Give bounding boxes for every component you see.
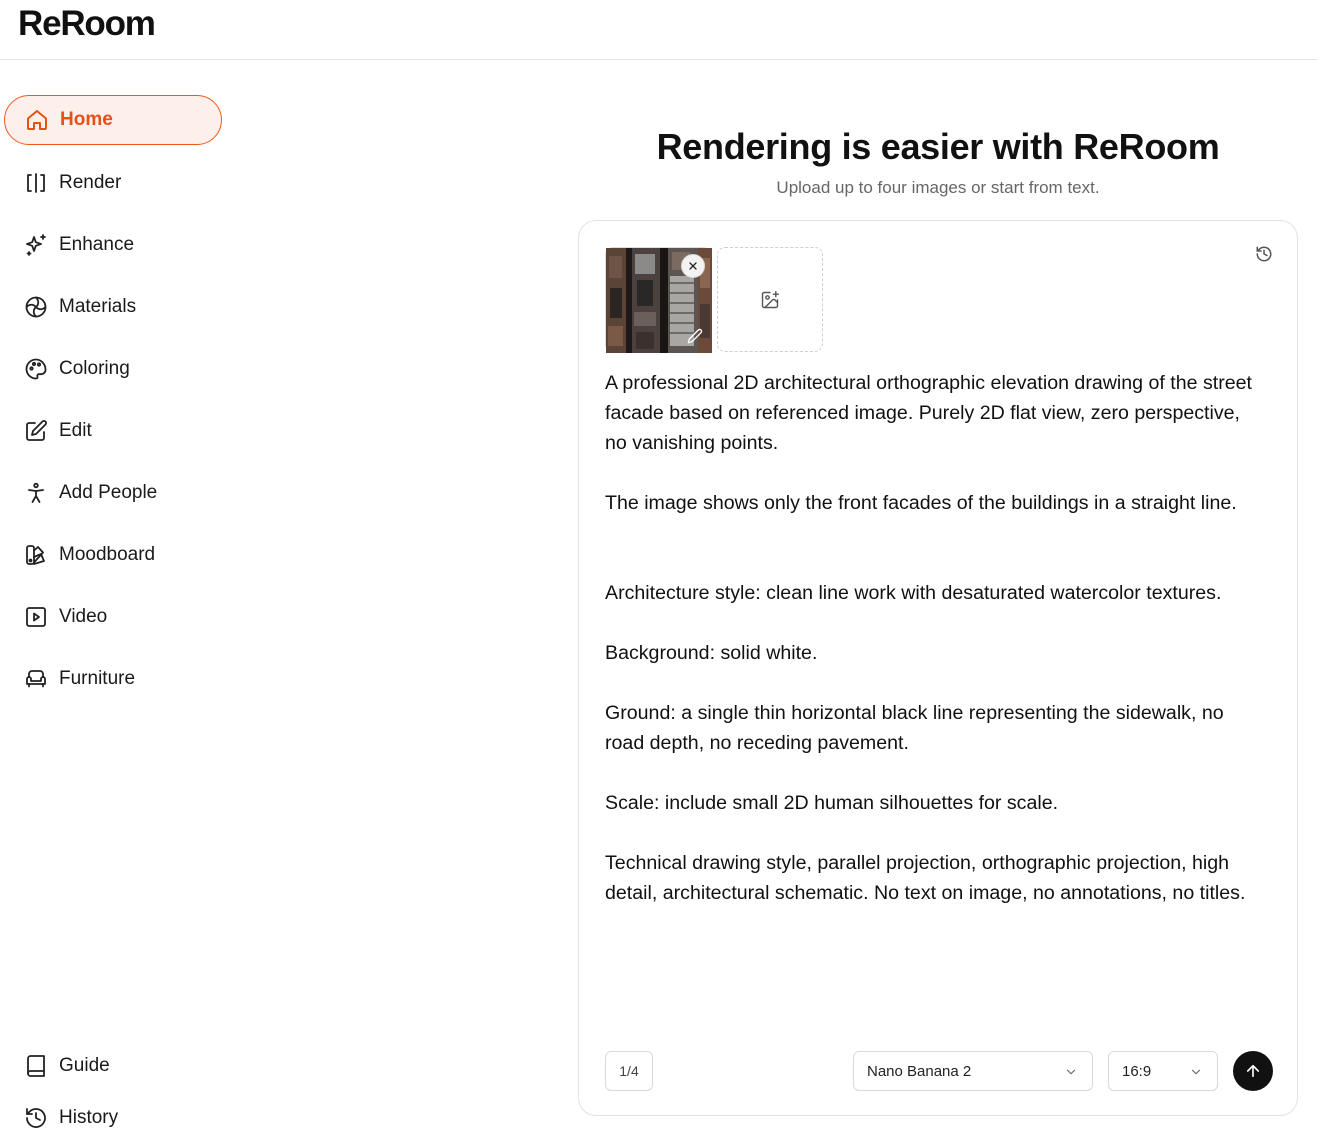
sofa-icon: [24, 667, 48, 691]
aspect-ratio-value: 16:9: [1122, 1062, 1152, 1080]
sidebar: [0, 60, 240, 1146]
sidebar-item-label: Materials: [59, 296, 137, 317]
sidebar-item-label: Video: [59, 606, 108, 627]
sidebar-item-label: Furniture: [59, 668, 136, 689]
moodboard-icon: [24, 543, 48, 567]
sidebar-item-guide[interactable]: [4, 1041, 222, 1091]
sidebar-item-materials[interactable]: [4, 282, 222, 332]
sparkle-icon: [24, 233, 48, 257]
sidebar-item-moodboard[interactable]: [4, 530, 222, 580]
remove-image-button[interactable]: [681, 254, 705, 278]
palette-icon: [24, 357, 48, 381]
arrow-up-icon: [1244, 1062, 1262, 1080]
sidebar-item-history[interactable]: [4, 1093, 222, 1143]
app-logo[interactable]: ReRoom: [18, 4, 155, 43]
render-icon: [24, 171, 48, 195]
chevron-down-icon: [1189, 1065, 1203, 1079]
send-button[interactable]: [1233, 1051, 1273, 1091]
close-icon: [687, 260, 699, 272]
sidebar-item-enhance[interactable]: [4, 220, 222, 270]
sidebar-item-coloring[interactable]: [4, 344, 222, 394]
materials-icon: [24, 295, 48, 319]
model-select[interactable]: [853, 1051, 1093, 1091]
sidebar-item-add-people[interactable]: [4, 468, 222, 518]
sidebar-item-home[interactable]: [4, 95, 222, 145]
person-icon: [24, 481, 48, 505]
uploaded-image-thumbnail[interactable]: [605, 247, 711, 352]
sidebar-item-label: Guide: [59, 1055, 110, 1076]
sidebar-item-label: Add People: [59, 482, 158, 503]
chevron-down-icon: [1064, 1065, 1078, 1079]
sidebar-item-furniture[interactable]: [4, 654, 222, 704]
home-icon: [25, 108, 49, 132]
page-subtitle: Upload up to four images or start from text.: [776, 178, 1100, 197]
video-icon: [24, 605, 48, 629]
sidebar-item-label: Render: [59, 172, 122, 193]
sidebar-item-label: Home: [60, 109, 113, 130]
model-select-value: Nano Banana 2: [867, 1062, 972, 1080]
edit-image-button[interactable]: [686, 327, 704, 345]
add-image-button[interactable]: [717, 247, 823, 352]
sidebar-item-video[interactable]: [4, 592, 222, 642]
history-icon[interactable]: [1253, 243, 1275, 265]
history-icon: [24, 1106, 48, 1130]
image-plus-icon: [760, 290, 780, 310]
book-icon: [24, 1054, 48, 1078]
aspect-ratio-select[interactable]: [1108, 1051, 1218, 1091]
sidebar-item-label: History: [59, 1107, 119, 1128]
edit-icon: [24, 419, 48, 443]
prompt-textarea[interactable]: A professional 2D architectural orthographic elevation drawing of the street facade based on referenced image. Purely 2D flat view, zero perspective, no vanishing points. The image shows only the front facades of the buildings in a straight line. Architecture style: clean line work with desaturated watercolor textures. Background: solid white. Ground: a single thin horizontal black line representing the sidewalk, no road depth, no receding pavement. Scale: include small 2D human silhouettes for scale. Technical drawing style, parallel projection, orthographic projection, high detail, architectural schematic. No text on image, no annotations, no titles.: [605, 372, 1252, 904]
composer-card: [578, 220, 1298, 1116]
page-title: Rendering is easier with ReRoom: [656, 126, 1220, 167]
sidebar-item-label: Coloring: [59, 358, 130, 379]
image-count-badge: 1/4: [605, 1051, 653, 1091]
sidebar-item-label: Enhance: [59, 234, 135, 255]
sidebar-item-render[interactable]: [4, 158, 222, 208]
top-bar: [0, 0, 1317, 60]
pencil-icon: [687, 328, 703, 344]
sidebar-item-label: Moodboard: [59, 544, 156, 565]
sidebar-item-label: Edit: [59, 420, 92, 441]
sidebar-item-edit[interactable]: [4, 406, 222, 456]
